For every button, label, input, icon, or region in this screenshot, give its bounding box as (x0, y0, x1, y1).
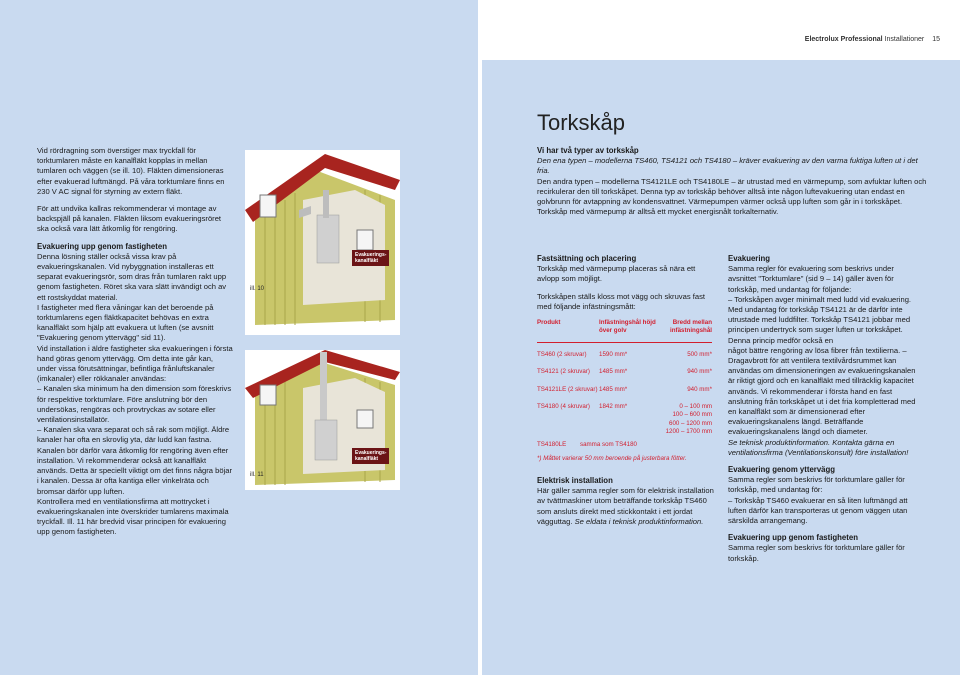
illustration-11 (245, 350, 400, 490)
paragraph: I fastigheter med flera våningar kan det beroende på torktumlarens egen fläktkapacitet behövas en extra kanalfläkt som hjälp att evakuera ut luften (se avsnitt "Evakuering genom yttervägg" sid 11). (37, 302, 214, 343)
bullet: – Torkskåpen avger minimalt med ludd vid evakuering. Med undantag för torkskåp TS4121 är de därför inte utrustade med luddfilter. Torkskåp TS4121 jobbar med principen undertryck som suger luften ur torkskåpet. Denna princip medför också en (728, 294, 912, 345)
mounting-table (537, 319, 712, 463)
table-note: *) Måttet varierar 50 mm beroende på justerbara fötter. (537, 455, 687, 463)
section-name: Installationer (884, 36, 925, 43)
paragraph: För att undvika kallras rekommenderar vi montage av backspjäll på kanalen. Fläkten liksom evakueringsröret ska också vara lätt åtkomlig för rengöring. (37, 204, 222, 234)
running-header (805, 36, 940, 43)
illustration-caption: ill. 10 (250, 286, 265, 292)
table-row: TS4121LE (2 skruvar) 1485 mm* 940 mm* (537, 385, 712, 393)
fan-label: Evakuerings- kanalfläkt (352, 250, 389, 266)
placement-column (537, 254, 717, 319)
intro-block (537, 146, 927, 217)
table-extra-width: 100 – 600 mm (672, 411, 712, 419)
left-text-column (37, 146, 233, 545)
paragraph: Samma regler som beskrivs för torktumlare gäller för torkskåp, med undantag för: (728, 475, 905, 495)
bullet: – Kanalen ska minimum ha den dimension som föreskrivs för respektive torktumlare. Före anslutning bör den undersökas, rengöras och provtryckas av sotare eller ventilationsinstallatör. (37, 384, 232, 425)
paragraph: Samma regler som beskrivs för torktumlare gäller för torkskåp. (728, 543, 905, 563)
table-extra-width: 600 – 1200 mm (669, 419, 712, 427)
electrical-block (537, 476, 717, 527)
paragraph: Kontrollera med en ventilationsfirma att mottrycket i evakueringskanalen inte överskrider tumlarens maximala tryckfall. Ill. 11 här bredvid visar principen för evakuering upp genom fastigheten. (37, 496, 229, 537)
section-heading: Evakuering genom yttervägg (728, 465, 836, 475)
bullet: – Kanalen ska vara separat och så rak som möjligt. Äldre kanaler har ofta en skrovlig yta, där ludd kan fastna. Kanalen bör därför vara åtkomlig för rengöring även efter installation. Vi rekommenderar också att kanalfläkt används. Detta är speciellt viktigt om det finns några böjar i kanalen. Dessa är ofta kantiga eller vinkelräta och bromsar därför upp luften. (37, 425, 233, 496)
paragraph: Här gäller samma regler som för elektrisk installation av tvättmaskiner utom beträffande torkskåp TS460 som ansluts direkt med stickkontakt i ett jordat vägguttag. Se eldata i teknisk produktinformation. (537, 486, 714, 526)
page-title: Torkskåp (537, 110, 626, 135)
paragraph: Vid installation i äldre fastigheter ska evakueringen i första hand göras genom yttervägg. Om detta inte går kan, under vissa förutsättningar, befintliga frånluftskanaler (imkanaler) eller rökkanaler användas: (37, 343, 233, 384)
paragraph: Vid rördragning som överstiger max tryckfall för torktumlaren måste en kanalfläkt kopplas in mellan tumlaren och väggen (se ill. 10). Fläkten dimensioneras efter evakuerad luftmängd. På våra torktumlare finns en 230 V AC signal för styrning av extern fläkt. (37, 146, 225, 196)
section-heading: Elektrisk installation (537, 476, 613, 485)
page-number: 15 (932, 36, 940, 43)
table-rule (537, 342, 712, 343)
brand-name: Electrolux Professional (804, 36, 883, 43)
table-header: Produkt Infästningshål höjd över golv Bredd mellan infästningshål (537, 319, 712, 335)
section-heading: Vi har två typer av torkskåp (537, 146, 639, 155)
paragraph: Torkskåp med värmepump placeras så nära ett avlopp som möjligt. (537, 264, 696, 284)
paragraph: Den andra typen – modellerna TS4121LE och TS4180LE – är utrustad med en värmepump, som avfuktar luften och recirkulerar den till torkskåpet. Denna typ av torkskåp behöver alltså inte någon luftevakuering utan endast en golvbrunn för avtappning av kondensvattnet. Värmepumpen värmer också upp luften som går in i torkskåpet. Torkskåp med värmepump är alltså ett mycket energisnålt torkalternativ. (537, 176, 927, 217)
paragraph: Den ena typen – modellerna TS460, TS4121 och TS4180 – kräver evakuering av den varma fuktiga luften ut i det fria. (537, 156, 918, 176)
paragraph: Torkskåpen ställs kloss mot vägg och skruvas fast med följande infästningsmått: (537, 291, 705, 311)
bullet: – Torkskåp TS460 evakuerar en så liten luftmängd att luften därför kan transporteras ut genom väggen utan särskilda arrangemang. (728, 495, 908, 526)
paragraph: Samma regler för evakuering som beskrivs under avsnittet "Torktumlare" (sid 9 – 14) gäller även för torkskåp, med undantag för följande: (728, 264, 894, 294)
paragraph: något bättre rengöring av lösa fibrer från textilierna. – Dragavbrott för att ventilera textilvårdsrummet kan användas om dimensioneringen av evakueringskanalen är riktigt gjord och en kanalfläkt med tillräcklig kapacitet används. Vi rekommenderar i första hand en fast anslutning från torkskåpet ut i det fria kompletterad med en kanalfläkt som är dimensionerad efter evakueringskanalens längd. Beträffande evakueringskanalens längd och diameter. (728, 345, 916, 437)
table-row: TS4180 (4 skruvar) 1842 mm* 0 – 100 mm (537, 403, 712, 411)
table-row: TS4121 (2 skruvar) 1485 mm* 940 mm* (537, 368, 712, 376)
illustration-caption: ill. 11 (250, 472, 264, 478)
house-illustration (245, 150, 400, 335)
paragraph: Denna lösning ställer också vissa krav på evakueringskanalen. Vid nybyggnation installeras ett separat evakueringsrör, som dras från tumlaren rakt upp genom fastigheten. Röret ska vara slätt invändigt och av ett rostskyddat material. (37, 251, 227, 302)
paragraph: Se teknisk produktinformation. Kontakta gärna en ventilationsfirma (Ventilationskonsult) före installation! (728, 437, 909, 457)
section-heading: Evakuering upp genom fastigheten (37, 241, 167, 251)
header-band (482, 0, 960, 60)
evacuation-column (728, 254, 918, 564)
illustration-10 (245, 150, 400, 335)
section-heading: Fastsättning och placering (537, 254, 637, 263)
section-heading: Evakuering upp genom fastigheten (728, 533, 858, 543)
table-row: TS4180LE samma som TS4180 (537, 440, 637, 448)
section-heading: Evakuering (728, 254, 771, 263)
table-extra-width: 1200 – 1700 mm (665, 428, 712, 436)
table-row: TS460 (2 skruvar) 1590 mm* 500 mm* (537, 350, 712, 358)
fan-label: Evakuerings- kanalfläkt (352, 448, 389, 464)
house-illustration (245, 350, 400, 490)
